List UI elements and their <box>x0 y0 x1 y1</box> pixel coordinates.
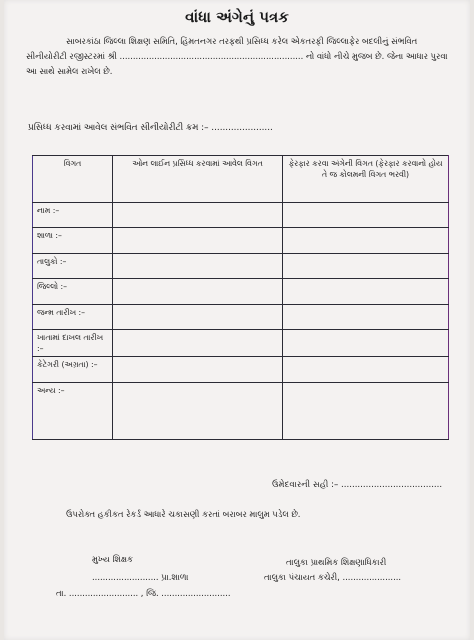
head-teacher-place: તા. .......................... , જિ. .......................... <box>56 588 231 598</box>
row-label-district: જિલ્લો :– <box>33 279 113 304</box>
online-cell[interactable] <box>113 304 283 329</box>
header-online-detail: ઓન લાઈન પ્રસિધ્ધ કરવામાં આવેલ વિગત <box>113 156 283 203</box>
form-page <box>4 0 470 640</box>
form-title: વાંધા અંગેનું પત્રક <box>185 8 289 26</box>
change-cell[interactable] <box>283 330 449 357</box>
header-detail: વિગત <box>33 156 113 203</box>
intro-paragraph: સાબરકાંઠા જિલ્લા શિક્ષણ સમિતિ, હિંમતનગર તરફથી પ્રસિધ્ધ કરેલ એકતરફી જિલ્લાફેર બદલીનું સંભવિત સીનીયોરીટી રજીસ્ટરમાં શ્રી ..................................................................... નો વાંધો નીચે મુજબ છે. જેના આધાર પુરવા આ સાથે સામેલ રાખેલ છે. <box>26 36 448 76</box>
head-teacher-school: ......................... પ્રા.શાળા <box>92 572 189 582</box>
online-cell[interactable] <box>113 330 283 357</box>
table-header-row <box>33 156 449 203</box>
row-label-join-date: ખાતામાં દાખલ તારીખ :– <box>33 330 113 357</box>
row-label-birth-date: જન્મ તારીખ :– <box>33 304 113 329</box>
education-officer-office: તાલુકા પંચાયત કચેરી, ...................... <box>264 572 402 582</box>
online-cell[interactable] <box>113 382 283 439</box>
online-cell[interactable] <box>113 279 283 304</box>
table-row <box>33 382 449 439</box>
table-row <box>33 330 449 357</box>
change-cell[interactable] <box>283 382 449 439</box>
objection-table <box>32 155 449 440</box>
table-row <box>33 253 449 278</box>
change-cell[interactable] <box>283 357 449 382</box>
online-cell[interactable] <box>113 357 283 382</box>
change-cell[interactable] <box>283 304 449 329</box>
table-row <box>33 279 449 304</box>
table-row <box>33 228 449 253</box>
row-label-category: કેટેગરી (અગ્રતા) :– <box>33 357 113 382</box>
row-label-name: નામ :– <box>33 202 113 227</box>
table-row <box>33 357 449 382</box>
seniority-rank-line: પ્રસિધ્ધ કરવામાં આવેલ સંભવિત સીનીયોરીટી ક્રમ :– ...................... <box>28 123 273 133</box>
online-cell[interactable] <box>113 202 283 227</box>
row-label-taluka: તાલુકો :– <box>33 253 113 278</box>
table-row <box>33 202 449 227</box>
candidate-signature-line: ઉમેદવારની સહી :– ..................................... <box>272 480 443 490</box>
education-officer-title: તાલુકા પ્રાથમિક શિક્ષણાધિકારી <box>286 557 387 567</box>
online-cell[interactable] <box>113 253 283 278</box>
row-label-school: શાળા :– <box>33 228 113 253</box>
row-label-other: અન્ય :– <box>33 382 113 439</box>
online-cell[interactable] <box>113 228 283 253</box>
change-cell[interactable] <box>283 202 449 227</box>
header-change-detail: ફેરફાર કરવા અંગેની વિગત (ફેરફાર કરવાનો હોય તે જ કોલમની વિગત ભરવી) <box>283 156 449 203</box>
change-cell[interactable] <box>283 279 449 304</box>
verification-statement: ઉપરોક્ત હકીકત રેકર્ડ આધારે ચકાસણી કરતાં બરાબર માલુમ પડેલ છે. <box>66 509 301 519</box>
change-cell[interactable] <box>283 228 449 253</box>
change-cell[interactable] <box>283 253 449 278</box>
head-teacher-title: મુખ્ય શિક્ષક <box>92 554 133 564</box>
table-row <box>33 304 449 329</box>
